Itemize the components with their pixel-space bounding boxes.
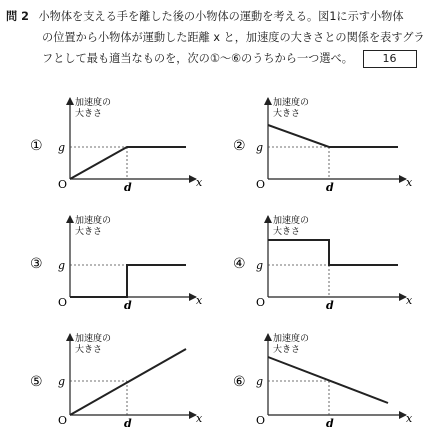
y-axis-label-line2: 大きさ	[273, 227, 301, 237]
y-axis-label-line1: 加速度の	[75, 216, 112, 226]
graph-curve	[268, 357, 388, 403]
x-axis-label: x	[196, 412, 203, 425]
question-line-2	[6, 27, 426, 48]
graph-curve	[70, 265, 186, 297]
g-label: g	[58, 375, 66, 388]
y-axis-label-line2: 大きさ	[75, 109, 103, 119]
x-axis-label: x	[196, 176, 203, 189]
graph-5	[30, 332, 203, 430]
d-label: d	[326, 299, 334, 312]
y-axis-label-line2: 大きさ	[273, 345, 301, 355]
graph-figure	[0, 84, 431, 438]
x-axis-label: x	[196, 294, 203, 307]
graph-number: ①	[30, 138, 43, 154]
question-line-3	[6, 48, 426, 69]
origin-label: O	[256, 178, 266, 191]
d-label: d	[326, 181, 334, 194]
graph-curve	[268, 125, 398, 147]
question-label: 問 2	[6, 10, 29, 23]
question-line2-text: の位置から小物体が運動した距離 x と，加速度の大きさとの関係を表すグラ	[42, 31, 425, 44]
g-label: g	[256, 141, 264, 154]
origin-label: O	[256, 296, 266, 309]
origin-label: O	[256, 414, 266, 427]
d-label: d	[124, 181, 132, 194]
g-label: g	[256, 259, 264, 272]
y-axis-label-line1: 加速度の	[273, 98, 310, 108]
question-line3-text: フとして最も適当なものを，次の①〜⑥のうちから一つ選べ。	[42, 52, 353, 65]
x-axis-label: x	[406, 294, 413, 307]
graph-curve	[70, 147, 186, 179]
x-axis-label: x	[406, 412, 413, 425]
graph-1	[30, 96, 203, 194]
graph-number: ⑥	[233, 374, 246, 390]
y-axis-label-line2: 大きさ	[75, 227, 103, 237]
graph-4	[233, 214, 413, 312]
origin-label: O	[58, 296, 68, 309]
y-axis-label-line1: 加速度の	[273, 334, 310, 344]
graph-curve	[268, 240, 398, 265]
origin-label: O	[58, 414, 68, 427]
g-label: g	[58, 141, 66, 154]
y-axis-label-line1: 加速度の	[273, 216, 310, 226]
d-label: d	[326, 417, 334, 430]
graph-curve	[70, 349, 186, 415]
origin-label: O	[58, 178, 68, 191]
y-axis-label-line1: 加速度の	[75, 98, 112, 108]
y-axis-label-line2: 大きさ	[273, 109, 301, 119]
question-line-1	[6, 6, 426, 27]
answer-box[interactable]: 16	[363, 50, 417, 68]
y-axis-label-line2: 大きさ	[75, 345, 103, 355]
graph-number: ②	[233, 138, 246, 154]
graph-number: ④	[233, 256, 246, 272]
x-axis-label: x	[406, 176, 413, 189]
graph-number: ⑤	[30, 374, 43, 390]
graph-3	[30, 214, 203, 312]
g-label: g	[256, 375, 264, 388]
d-label: d	[124, 417, 132, 430]
d-label: d	[124, 299, 132, 312]
y-axis-label-line1: 加速度の	[75, 334, 112, 344]
question-line1-text: 小物体を支える手を離した後の小物体の運動を考える。図1に示す小物体	[38, 10, 404, 23]
question-text	[6, 6, 426, 69]
graph-2	[233, 96, 413, 194]
g-label: g	[58, 259, 66, 272]
graph-number: ③	[30, 256, 43, 272]
graph-6	[233, 332, 413, 430]
